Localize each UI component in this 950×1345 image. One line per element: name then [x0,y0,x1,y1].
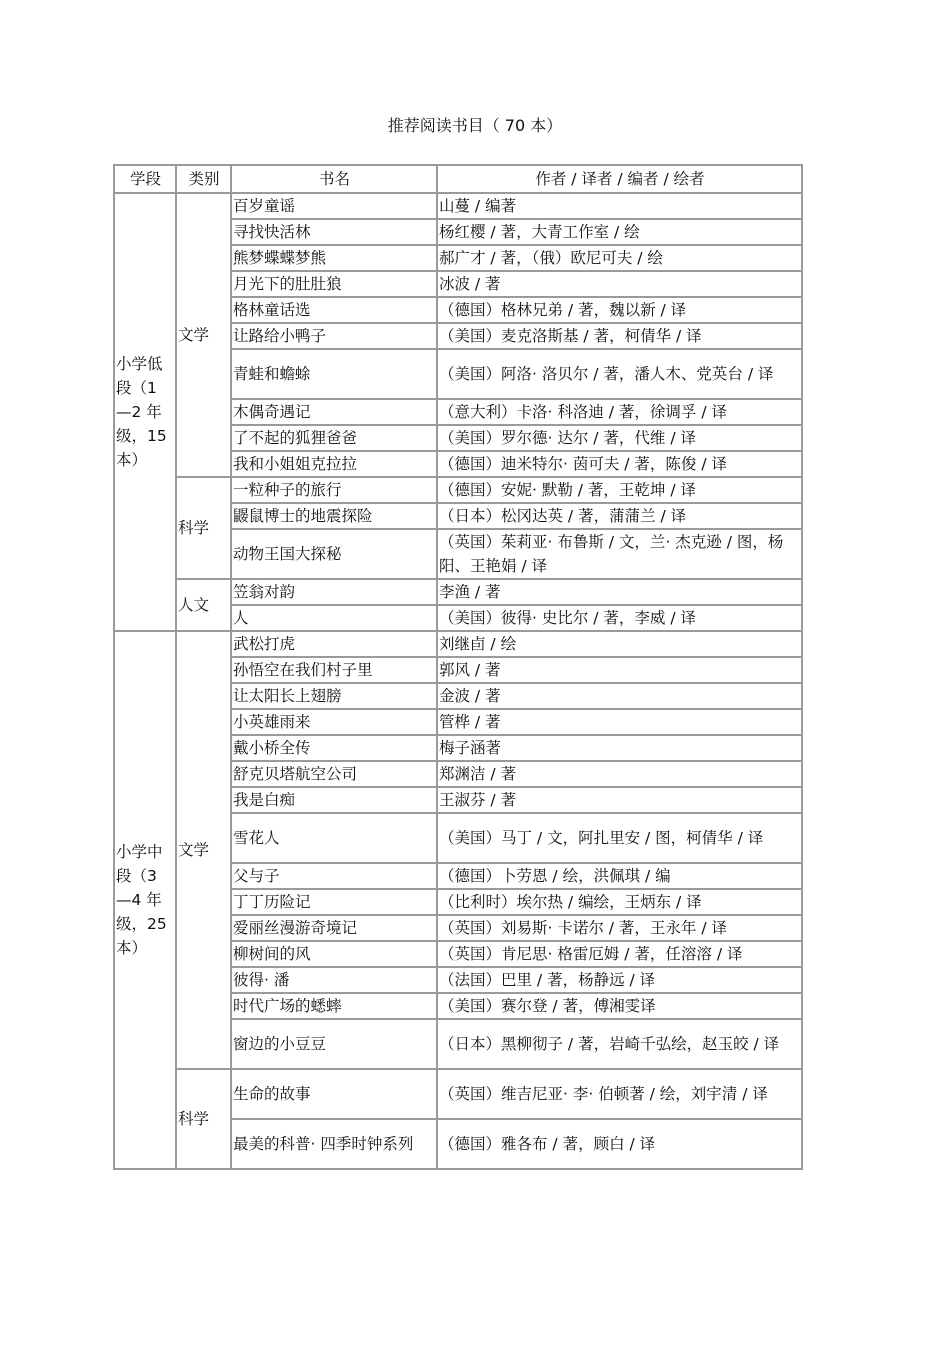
author-cell: （美国）麦克洛斯基 / 著，柯倩华 / 译 [437,323,802,349]
author-cell: 管桦 / 著 [437,709,802,735]
book-title-cell: 让太阳长上翅膀 [231,683,437,709]
author-cell: 王淑芬 / 著 [437,787,802,813]
author-cell: （美国）赛尔登 / 著，傅湘雯译 [437,993,802,1019]
book-title-cell: 笠翁对韵 [231,579,437,605]
book-title-cell: 小英雄雨来 [231,709,437,735]
book-title-cell: 了不起的狐狸爸爸 [231,425,437,451]
book-title-cell: 格林童话选 [231,297,437,323]
author-cell: 郑渊洁 / 著 [437,761,802,787]
author-cell: （意大利）卡洛· 科洛迪 / 著，徐调孚 / 译 [437,399,802,425]
table-row [114,631,802,657]
book-title-cell: 百岁童谣 [231,193,437,219]
book-title-cell: 最美的科普· 四季时钟系列 [231,1119,437,1169]
author-cell: 冰波 / 著 [437,271,802,297]
author-cell: 李渔 / 著 [437,579,802,605]
author-cell: （日本）松冈达英 / 著，蒲蒲兰 / 译 [437,503,802,529]
category-cell: 文学 [176,193,231,477]
author-cell: 刘继卣 / 绘 [437,631,802,657]
author-cell: 金波 / 著 [437,683,802,709]
table-row [114,1069,802,1119]
table-body [114,193,802,1169]
book-title-cell: 舒克贝塔航空公司 [231,761,437,787]
book-title-cell: 戴小桥全传 [231,735,437,761]
book-title-cell: 青蛙和蟾蜍 [231,349,437,399]
book-title-cell: 窗边的小豆豆 [231,1019,437,1069]
header-author: 作者 / 译者 / 编者 / 绘者 [437,165,802,193]
author-cell: （德国）卜劳恩 / 绘，洪佩琪 / 编 [437,863,802,889]
author-cell: （法国）巴里 / 著，杨静远 / 译 [437,967,802,993]
book-title-cell: 时代广场的蟋蟀 [231,993,437,1019]
reading-list-table [113,164,803,1170]
author-cell: （德国）格林兄弟 / 著，魏以新 / 译 [437,297,802,323]
book-title-cell: 一粒种子的旅行 [231,477,437,503]
category-cell: 科学 [176,1069,231,1169]
book-title-cell: 孙悟空在我们村子里 [231,657,437,683]
header-stage: 学段 [114,165,176,193]
author-cell: （德国）安妮· 默勒 / 著，王乾坤 / 译 [437,477,802,503]
book-title-cell: 武松打虎 [231,631,437,657]
author-cell: 梅子涵著 [437,735,802,761]
author-cell: （美国）马丁 / 文，阿扎里安 / 图，柯倩华 / 译 [437,813,802,863]
author-cell: （美国）阿洛· 洛贝尔 / 著，潘人木、党英台 / 译 [437,349,802,399]
author-cell: （英国）维吉尼亚· 李· 伯顿著 / 绘，刘宇清 / 译 [437,1069,802,1119]
book-title-cell: 父与子 [231,863,437,889]
book-title-cell: 我是白痴 [231,787,437,813]
author-cell: （德国）雅各布 / 著，顾白 / 译 [437,1119,802,1169]
author-cell: （德国）迪米特尔· 茵可夫 / 著，陈俊 / 译 [437,451,802,477]
book-title-cell: 生命的故事 [231,1069,437,1119]
header-book-title: 书名 [231,165,437,193]
book-title-cell: 木偶奇遇记 [231,399,437,425]
book-title-cell: 鼹鼠博士的地震探险 [231,503,437,529]
category-cell: 文学 [176,631,231,1069]
page-title: 推荐阅读书目（ 70 本） [387,116,563,135]
author-cell: （美国）彼得· 史比尔 / 著，李威 / 译 [437,605,802,631]
table-row [114,579,802,605]
author-cell: （英国）茱莉亚· 布鲁斯 / 文，兰· 杰克逊 / 图，杨阳、王艳娟 / 译 [437,529,802,579]
book-title-cell: 丁丁历险记 [231,889,437,915]
author-cell: 郭风 / 著 [437,657,802,683]
book-title-cell: 人 [231,605,437,631]
table-header-row [114,165,802,193]
category-cell: 人文 [176,579,231,631]
author-cell: （美国）罗尔德· 达尔 / 著，代维 / 译 [437,425,802,451]
stage-cell: 小学中段（3 —4 年级，25 本） [114,631,176,1169]
book-title-cell: 月光下的肚肚狼 [231,271,437,297]
author-cell: （日本）黑柳彻子 / 著，岩崎千弘绘，赵玉皎 / 译 [437,1019,802,1069]
book-title-cell: 让路给小鸭子 [231,323,437,349]
author-cell: 杨红樱 / 著，大青工作室 / 绘 [437,219,802,245]
author-cell: （英国）刘易斯· 卡诺尔 / 著，王永年 / 译 [437,915,802,941]
book-title-cell: 熊梦蝶蝶梦熊 [231,245,437,271]
stage-cell: 小学低段（1 —2 年级，15 本） [114,193,176,631]
book-title-cell: 动物王国大探秘 [231,529,437,579]
book-title-cell: 爱丽丝漫游奇境记 [231,915,437,941]
author-cell: （英国）肯尼思· 格雷厄姆 / 著，任溶溶 / 译 [437,941,802,967]
book-title-cell: 彼得· 潘 [231,967,437,993]
table-row [114,193,802,219]
book-title-cell: 雪花人 [231,813,437,863]
book-title-cell: 我和小姐姐克拉拉 [231,451,437,477]
header-category: 类别 [176,165,231,193]
table-row [114,477,802,503]
book-title-cell: 寻找快活林 [231,219,437,245]
category-cell: 科学 [176,477,231,579]
author-cell: 山蔓 / 编著 [437,193,802,219]
author-cell: （比利时）埃尔热 / 编绘，王炳东 / 译 [437,889,802,915]
book-title-cell: 柳树间的风 [231,941,437,967]
author-cell: 郝广才 / 著，（俄）欧尼可夫 / 绘 [437,245,802,271]
